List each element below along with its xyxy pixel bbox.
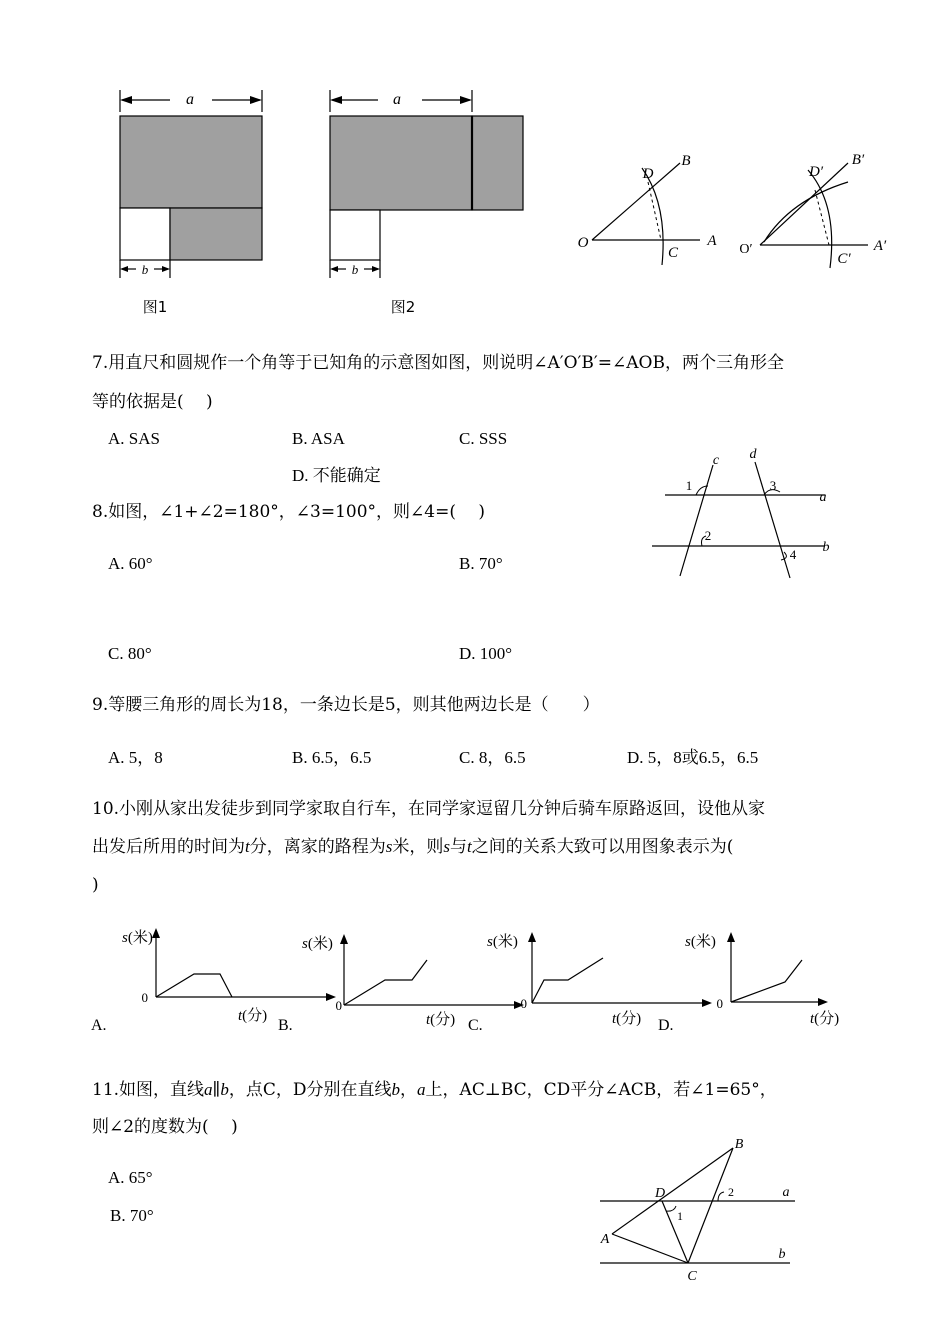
q10-stem-line3: ) [92, 875, 99, 895]
angle-2-label: 2 [704, 528, 712, 543]
q10-graphs [80, 920, 880, 1040]
fig1-caption: 图1 [142, 298, 168, 316]
top-figures [0, 0, 950, 330]
graph-b-x-label: t(分) [426, 1012, 456, 1028]
q7-option-a[interactable]: A. SAS [108, 429, 160, 448]
label-B-prime: B′ [851, 152, 865, 168]
q11-label-a: a [782, 1185, 790, 1200]
q11-stem-line1: 11.如图，直线a∥b，点C，D分别在直线b，a上，AC⊥BC，CD平分∠ACB，若∠1=65°， [92, 1080, 777, 1100]
graph-a-x-label: t(分) [238, 1008, 268, 1024]
q11-angle-2: 2 [728, 1185, 734, 1199]
q9-option-a[interactable]: A. 5，8 [108, 748, 163, 767]
q8-option-c[interactable]: C. 80° [108, 644, 152, 663]
q11-option-b[interactable]: B. 70° [110, 1206, 154, 1225]
label-C-prime: C′ [837, 251, 851, 267]
line-d-label: d [749, 447, 757, 462]
label-D: D [642, 166, 654, 182]
q7-option-b[interactable]: B. ASA [292, 429, 345, 448]
q10-stem-line2: 出发后所用的时间为t分，离家的路程为s米，则s与t之间的关系大致可以用图象表示为( [92, 837, 734, 857]
angle-1-label: 1 [685, 478, 693, 493]
graph-b-letter[interactable]: B. [278, 1017, 293, 1034]
q10-stem-line1: 10.小刚从家出发徒步到同学家取自行车，在同学家逗留几分钟后骑车原路返回，设他从家 [92, 799, 766, 819]
q11-label-D: D [654, 1186, 666, 1201]
graph-d-y-label: s(米) [685, 934, 716, 950]
graph-d-origin: 0 [716, 996, 723, 1011]
graph-d-letter[interactable]: D. [658, 1017, 674, 1034]
label-B: B [681, 153, 691, 169]
q11-label-C: C [687, 1269, 697, 1284]
figure-2 [330, 90, 523, 278]
fig1-label-a: a [186, 91, 194, 108]
graph-c [468, 932, 712, 1034]
q7-stem-line2: 等的依据是( ) [92, 392, 213, 412]
label-A-prime: A′ [873, 238, 887, 254]
graph-b-y-label: s(米) [302, 936, 333, 952]
graph-a-y-label: s(米) [122, 930, 153, 946]
q8-option-a[interactable]: A. 60° [108, 554, 153, 573]
line-b-label: b [822, 540, 830, 555]
graph-a-letter[interactable]: A. [91, 1017, 107, 1034]
fig1-label-b: b [141, 262, 149, 277]
graph-d [658, 932, 839, 1034]
q9-stem: 9.等腰三角形的周长为18，一条边长是5，则其他两边长是（ ） [92, 695, 600, 715]
q11-angle-1: 1 [677, 1209, 683, 1223]
q11-stem-line2: 则∠2的度数为( ) [92, 1117, 238, 1137]
fig2-label-b: b [351, 262, 359, 277]
figure-1 [120, 90, 262, 278]
q9-option-d[interactable]: D. 5，8或6.5，6.5 [627, 748, 759, 767]
graph-c-x-label: t(分) [612, 1011, 642, 1027]
label-O-prime: O′ [739, 242, 753, 257]
q8-stem: 8.如图，∠1+∠2=180°，∠3=100°，则∠4=( ) [92, 502, 486, 522]
graph-c-y-label: s(米) [487, 934, 518, 950]
graph-d-x-label: t(分) [810, 1011, 840, 1027]
graph-c-origin: 0 [520, 996, 527, 1011]
q11-label-A: A [600, 1232, 610, 1247]
fig2-label-a: a [393, 91, 401, 108]
q11-option-a[interactable]: A. 65° [108, 1168, 153, 1187]
parallel-lines-figure [640, 440, 850, 585]
q7-option-d[interactable]: D. 不能确定 [292, 466, 381, 485]
q7-option-c[interactable]: C. SSS [459, 429, 508, 448]
q11-label-B: B [734, 1137, 744, 1152]
graph-a-origin: 0 [141, 990, 148, 1005]
angle-4-label: 4 [789, 547, 797, 562]
label-O: O [577, 235, 589, 251]
graph-a [91, 928, 336, 1034]
q11-label-b: b [778, 1247, 786, 1262]
angle-3-label: 3 [769, 478, 777, 493]
q9-option-c[interactable]: C. 8，6.5 [459, 748, 526, 767]
label-D-prime: D′ [808, 164, 824, 180]
q9-option-b[interactable]: B. 6.5，6.5 [292, 748, 372, 767]
graph-c-letter[interactable]: C. [468, 1017, 483, 1034]
q11-figure [590, 1130, 810, 1290]
line-a-label: a [819, 490, 827, 505]
line-c-label: c [712, 453, 720, 468]
q8-option-d[interactable]: D. 100° [459, 644, 513, 663]
angle-construction-original [578, 153, 718, 265]
graph-b-origin: 0 [335, 998, 342, 1013]
label-C: C [667, 245, 679, 261]
label-A: A [707, 233, 717, 249]
q8-option-b[interactable]: B. 70° [459, 554, 503, 573]
fig2-caption: 图2 [390, 298, 416, 316]
q7-stem-line1: 7.用直尺和圆规作一个角等于已知角的示意图如图，则说明∠A′O′B′=∠AOB，两个三角形全 [92, 353, 784, 373]
angle-construction-copy [739, 152, 887, 268]
